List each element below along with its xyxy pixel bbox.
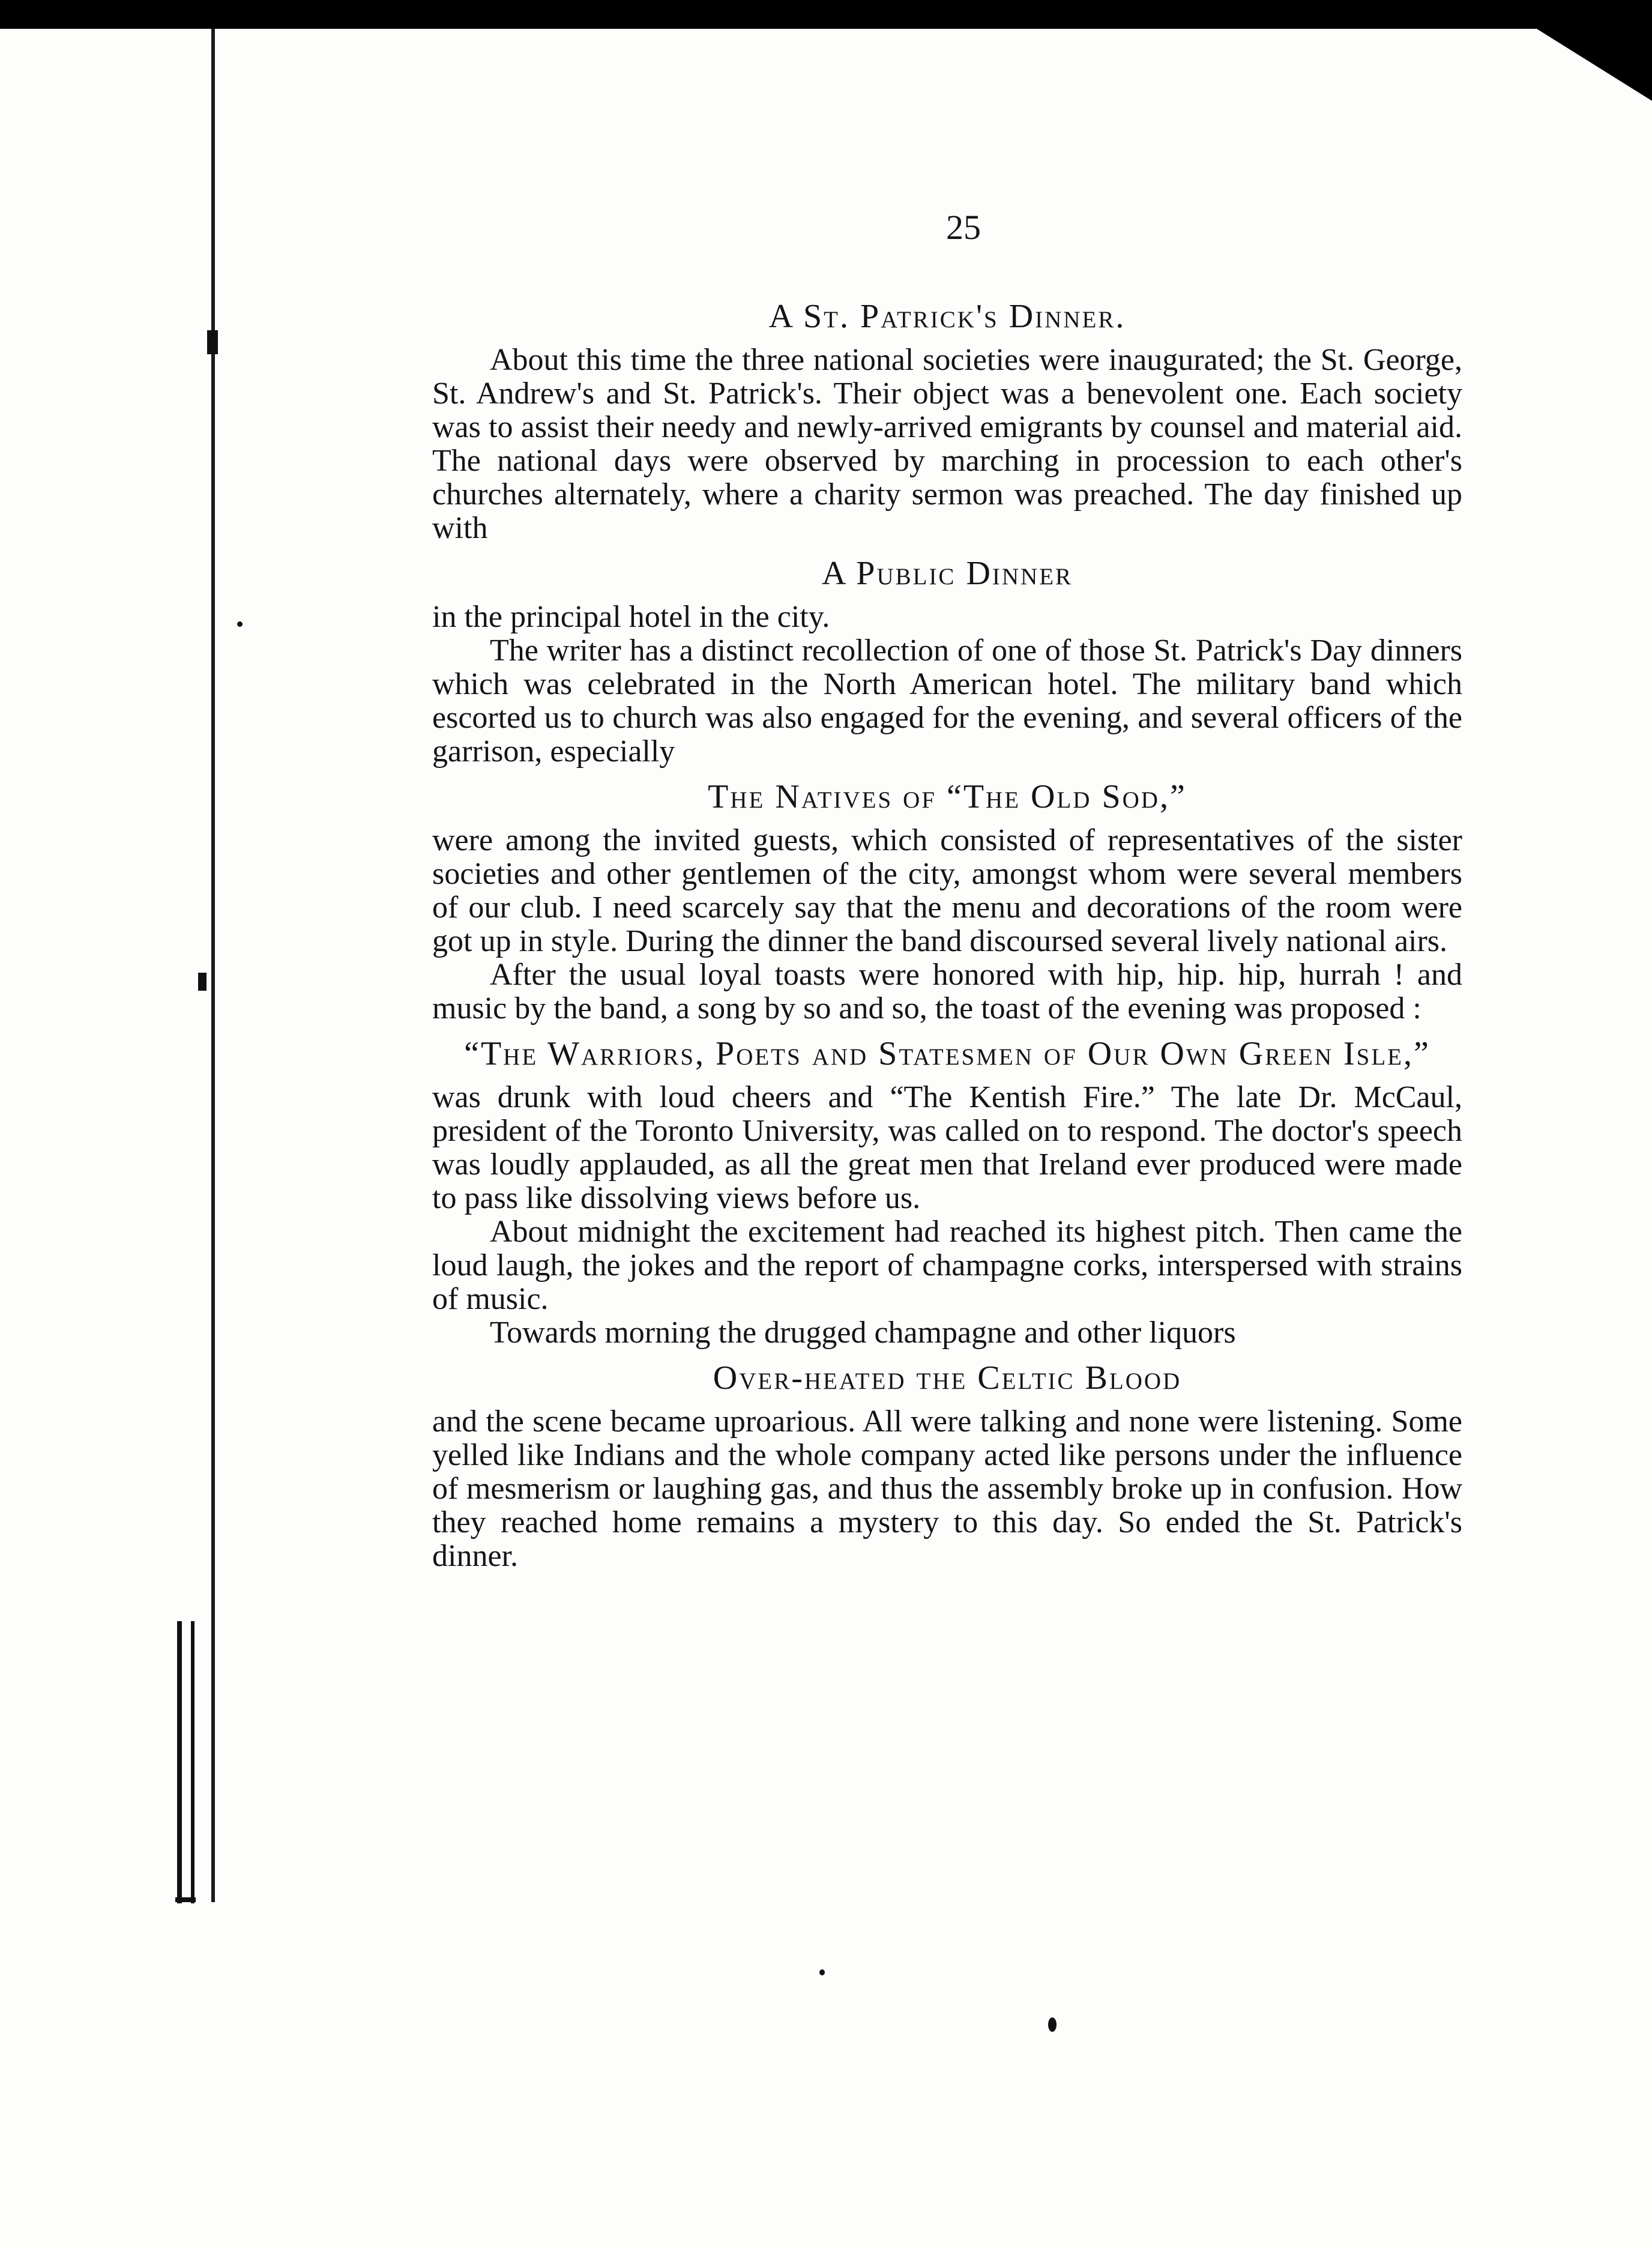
page-number: 25 — [946, 208, 981, 247]
section-heading: A St. Patrick's Dinner. — [768, 298, 1126, 335]
section-heading: “The Warriors, Poets and Statesmen of Our Own Green Isle,” — [464, 1035, 1430, 1072]
paragraph: About this time the three national societies were inaugurated; the St. George, St. Andrew's and St. Patrick's. Their object was a benevolent one. Each society was to assist their needy and newly-arrived emigrants by counsel and material aid. The national days were observed by marching in procession to each other's churches alternately, where a charity sermon was preached. The day finished up with — [432, 343, 1462, 545]
speck — [819, 1969, 825, 1975]
binding-clip — [177, 1621, 182, 1903]
paragraph: in the principal hotel in the city. — [432, 600, 830, 634]
section-heading: A Public Dinner — [821, 555, 1073, 592]
paragraph: After the usual loyal toasts were honored with hip, hip. hip, hurrah ! and music by the band, a song by so and so, the toast of the evening was proposed : — [432, 958, 1462, 1026]
section-heading: Over-heated the Celtic Blood — [713, 1359, 1182, 1397]
paragraph: The writer has a distinct recollection of one of those St. Patrick's Day dinners which was celebrated in the North American hotel. The military band which escorted us to church was also engaged for the evening, and several officers of the garrison, especially — [432, 633, 1462, 769]
binding-notch — [207, 330, 218, 354]
speck — [237, 621, 243, 627]
binding-edge — [211, 29, 215, 1902]
paragraph: was drunk with loud cheers and “The Kentish Fire.” The late Dr. McCaul, president of the Toronto University, was called on to respond. The doctor's speech was loudly applauded, as all the great men that Ireland ever produced were made to pass like dissolving views before us. — [432, 1080, 1462, 1215]
speck — [1048, 2017, 1057, 2032]
paragraph: and the scene became uproarious. All were talking and none were listening. Some yelled like Indians and the whole company acted like persons under the influence of mesmerism or laughing gas, and thus the assembly broke up in confusion. How they reached home remains a mystery to this day. So ended the St. Patrick's dinner. — [432, 1404, 1462, 1573]
paragraph: Towards morning the drugged champagne and other liquors — [490, 1316, 1236, 1350]
binding-clip — [191, 1621, 194, 1903]
binding-notch — [198, 973, 206, 991]
page-body — [432, 288, 1462, 1573]
binding-clip — [175, 1897, 196, 1902]
paragraph: were among the invited guests, which consisted of representatives of the sister societies and other gentlemen of the city, amongst whom were several members of our club. I need scarcely say that the menu and decorations of the room were got up in style. During the dinner the band discoursed several lively national airs. — [432, 823, 1462, 958]
paragraph: About midnight the excitement had reached its highest pitch. Then came the loud laugh, the jokes and the report of champagne corks, interspersed with strains of music. — [432, 1215, 1462, 1316]
section-heading: The Natives of “The Old Sod,” — [708, 778, 1187, 815]
